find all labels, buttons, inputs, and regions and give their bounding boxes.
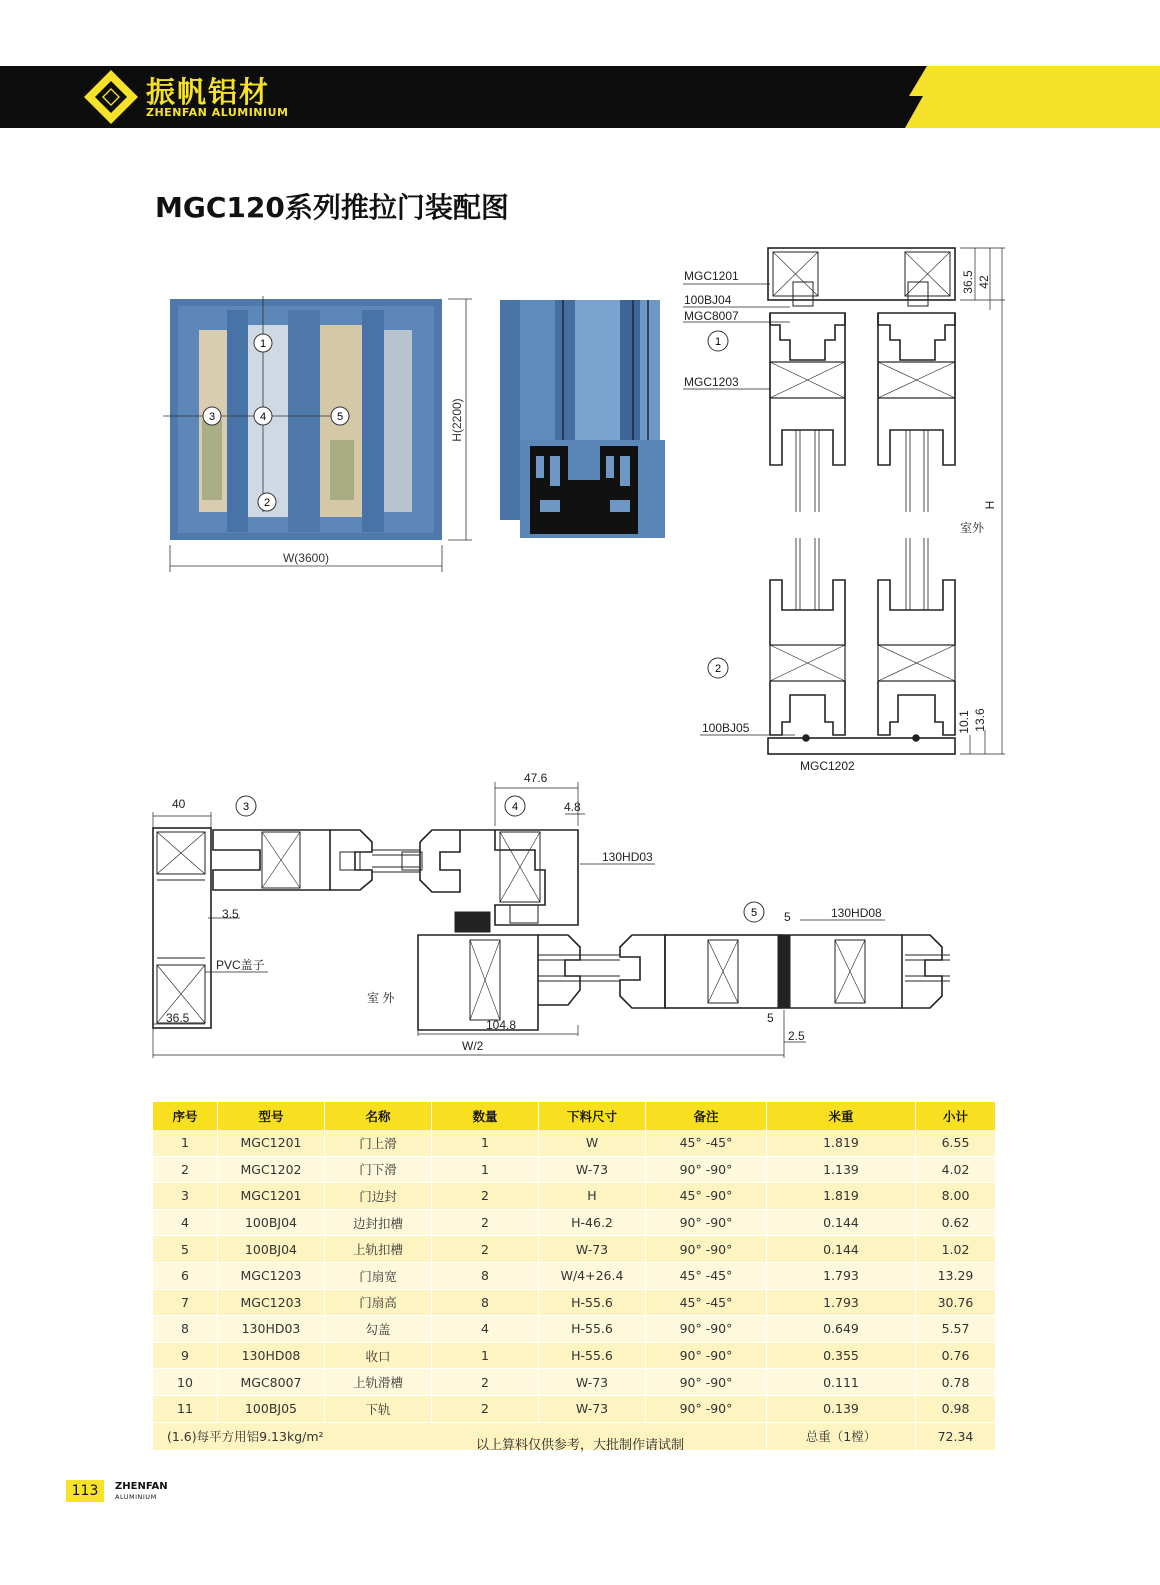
dim-42: 42 [977, 275, 991, 289]
table-row [153, 1209, 996, 1236]
table-cell: H-55.6 [539, 1342, 646, 1369]
table-cell: 0.76 [916, 1342, 996, 1369]
table-cell: H-46.2 [539, 1209, 646, 1236]
table-cell: 2 [432, 1209, 539, 1236]
table-cell: 1 [153, 1130, 218, 1156]
table-row [153, 1183, 996, 1210]
total-value: 72.34 [916, 1422, 996, 1450]
label-mgc1202: MGC1202 [800, 759, 855, 773]
dim-47-6: 47.6 [524, 771, 548, 785]
label-130hd08: 130HD08 [831, 906, 882, 920]
dim-36-5: 36.5 [961, 270, 975, 294]
table-cell: H-55.6 [539, 1316, 646, 1343]
label-mgc1203: MGC1203 [684, 375, 739, 389]
dim-3-5: 3.5 [222, 907, 239, 921]
table-cell: 45° -90° [646, 1183, 767, 1210]
dim-13-6: 13.6 [973, 708, 987, 732]
table-cell: 勾盖 [325, 1316, 432, 1343]
table-cell: 90° -90° [646, 1342, 767, 1369]
table-cell: 0.649 [767, 1316, 916, 1343]
table-cell: MGC8007 [218, 1369, 325, 1396]
dim-36-5-h: 36.5 [166, 1011, 190, 1025]
table-cell: 130HD08 [218, 1342, 325, 1369]
table-cell: 1 [432, 1342, 539, 1369]
footer-brand [115, 1482, 168, 1502]
table-header-row [153, 1102, 996, 1130]
table-cell: 45° -45° [646, 1130, 767, 1156]
table-cell: H [539, 1183, 646, 1210]
table-cell: 30.76 [916, 1289, 996, 1316]
table-cell: 门边封 [325, 1183, 432, 1210]
total-label: 总重（1樘） [767, 1422, 916, 1450]
table-cell: 10 [153, 1369, 218, 1396]
table-cell: 门扇高 [325, 1289, 432, 1316]
table-cell: 90° -90° [646, 1209, 767, 1236]
table-cell: 1.02 [916, 1236, 996, 1263]
label-mgc8007: MGC8007 [684, 309, 739, 323]
table-cell: MGC1203 [218, 1262, 325, 1289]
dim-4-8: 4.8 [564, 800, 581, 814]
table-row [153, 1156, 996, 1183]
disclaimer: 以上算料仅供参考，大批制作请试制 [475, 1438, 684, 1453]
table-cell: 90° -90° [646, 1395, 767, 1422]
label-mgc1201: MGC1201 [684, 269, 739, 283]
label-130hd03: 130HD03 [602, 850, 653, 864]
table-cell: 1.793 [767, 1262, 916, 1289]
page-title: MGC120系列推拉门装配图 [155, 191, 509, 224]
dim-5-bottom: 5 [767, 1011, 774, 1025]
table-cell: 0.355 [767, 1342, 916, 1369]
table-cell: 1.793 [767, 1289, 916, 1316]
profile-3d [500, 300, 665, 538]
label-pvc: PVC盖子 [216, 958, 265, 972]
footer-brand-sub: ALUMINIUM [115, 1493, 157, 1501]
dim-w2: W/2 [462, 1039, 484, 1053]
table-cell: 2 [432, 1369, 539, 1396]
vertical-section [683, 248, 1005, 754]
table-row [153, 1369, 996, 1396]
table-cell: 90° -90° [646, 1369, 767, 1396]
col-meter-weight: 米重 [767, 1102, 916, 1130]
table-cell: 门扇宽 [325, 1262, 432, 1289]
table-cell: 7 [153, 1289, 218, 1316]
table-cell: MGC1201 [218, 1130, 325, 1156]
footer-note: (1.6)每平方用铝9.13kg/m² [153, 1422, 767, 1450]
table-cell: 100BJ04 [218, 1236, 325, 1263]
table-cell: W [539, 1130, 646, 1156]
table-cell: 收口 [325, 1342, 432, 1369]
table-cell: 0.144 [767, 1236, 916, 1263]
dim-h: H [983, 500, 997, 510]
table-cell: 4.02 [916, 1156, 996, 1183]
table-cell: 1.819 [767, 1183, 916, 1210]
table-cell: 5.57 [916, 1316, 996, 1343]
table-cell: 上轨滑槽 [325, 1369, 432, 1396]
table-cell: 5 [153, 1236, 218, 1263]
h-marker-3: 3 [242, 801, 250, 813]
table-cell: W/4+26.4 [539, 1262, 646, 1289]
table-cell: 0.139 [767, 1395, 916, 1422]
table-cell: 90° -90° [646, 1236, 767, 1263]
table-cell: 9 [153, 1342, 218, 1369]
label-100bj04: 100BJ04 [684, 293, 732, 307]
col-model: 型号 [218, 1102, 325, 1130]
table-cell: 8 [432, 1289, 539, 1316]
v-marker-2: 2 [714, 663, 722, 675]
table-cell: 6 [153, 1262, 218, 1289]
table-cell: 8 [153, 1316, 218, 1343]
horizontal-section [153, 782, 950, 1058]
dim-5-top: 5 [784, 910, 791, 924]
table-cell: 0.111 [767, 1369, 916, 1396]
table-cell: 1 [432, 1130, 539, 1156]
col-index: 序号 [153, 1102, 218, 1130]
table-row [153, 1262, 996, 1289]
h-marker-5: 5 [750, 907, 758, 919]
table-row [153, 1316, 996, 1343]
dim-2-5: 2.5 [788, 1029, 805, 1043]
table-cell: 8.00 [916, 1183, 996, 1210]
table-cell: 90° -90° [646, 1316, 767, 1343]
table-cell: 100BJ05 [218, 1395, 325, 1422]
outside-label-h: 室 外 [367, 991, 395, 1005]
table-cell: W-73 [539, 1395, 646, 1422]
table-cell: 11 [153, 1395, 218, 1422]
table-cell: 6.55 [916, 1130, 996, 1156]
table-cell: 100BJ04 [218, 1209, 325, 1236]
door-elevation [163, 296, 472, 572]
parts-table [153, 1102, 996, 1451]
brand-name-en: ZHENFAN ALUMINIUM [146, 106, 289, 119]
col-qty: 数量 [432, 1102, 539, 1130]
table-row [153, 1289, 996, 1316]
marker-3: 3 [208, 411, 216, 423]
label-100bj05: 100BJ05 [702, 721, 750, 735]
table-cell: 0.98 [916, 1395, 996, 1422]
dim-104-8: 104.8 [486, 1018, 517, 1032]
table-row [153, 1236, 996, 1263]
table-cell: 8 [432, 1262, 539, 1289]
col-cut-size: 下料尺寸 [539, 1102, 646, 1130]
table-cell: 1.139 [767, 1156, 916, 1183]
table-cell: 4 [432, 1316, 539, 1343]
table-cell: 4 [153, 1209, 218, 1236]
page-number: 113 [66, 1480, 104, 1502]
table-cell: 门上滑 [325, 1130, 432, 1156]
table-cell: 下轨 [325, 1395, 432, 1422]
table-cell: 2 [432, 1183, 539, 1210]
col-subtotal: 小计 [916, 1102, 996, 1130]
table-row [153, 1130, 996, 1156]
table-cell: 45° -45° [646, 1289, 767, 1316]
table-cell: 90° -90° [646, 1156, 767, 1183]
table-cell: 门下滑 [325, 1156, 432, 1183]
table-cell: 2 [153, 1156, 218, 1183]
table-cell: W-73 [539, 1236, 646, 1263]
table-cell: MGC1203 [218, 1289, 325, 1316]
table-cell: 边封扣槽 [325, 1209, 432, 1236]
h-marker-4: 4 [511, 801, 519, 813]
table-cell: 130HD03 [218, 1316, 325, 1343]
marker-2: 2 [263, 497, 271, 509]
table-cell: 3 [153, 1183, 218, 1210]
outside-label-v: 室外 [960, 521, 985, 535]
v-marker-1: 1 [714, 336, 722, 348]
brand-name: 振帆铝材 [146, 75, 271, 109]
table-cell: 2 [432, 1395, 539, 1422]
marker-4: 4 [259, 411, 267, 423]
table-cell: 1.819 [767, 1130, 916, 1156]
marker-1: 1 [259, 338, 267, 350]
table-cell: 45° -45° [646, 1262, 767, 1289]
table-cell: 13.29 [916, 1262, 996, 1289]
marker-5: 5 [336, 411, 344, 423]
col-remark: 备注 [646, 1102, 767, 1130]
table-cell: W-73 [539, 1369, 646, 1396]
table-cell: MGC1201 [218, 1183, 325, 1210]
table-cell: 0.78 [916, 1369, 996, 1396]
table-cell: MGC1202 [218, 1156, 325, 1183]
table-cell: W-73 [539, 1156, 646, 1183]
table-cell: H-55.6 [539, 1289, 646, 1316]
col-name: 名称 [325, 1102, 432, 1130]
dim-10-1: 10.1 [957, 710, 971, 734]
footer-brand-name: ZHENFAN [115, 1481, 168, 1492]
table-cell: 0.144 [767, 1209, 916, 1236]
dim-40: 40 [172, 797, 186, 811]
table-row [153, 1342, 996, 1369]
table-cell: 上轨扣槽 [325, 1236, 432, 1263]
height-label: H(2200) [450, 398, 464, 442]
table-cell: 2 [432, 1236, 539, 1263]
table-row [153, 1395, 996, 1422]
table-cell: 1 [432, 1156, 539, 1183]
width-label: W(3600) [282, 551, 330, 565]
table-cell: 0.62 [916, 1209, 996, 1236]
